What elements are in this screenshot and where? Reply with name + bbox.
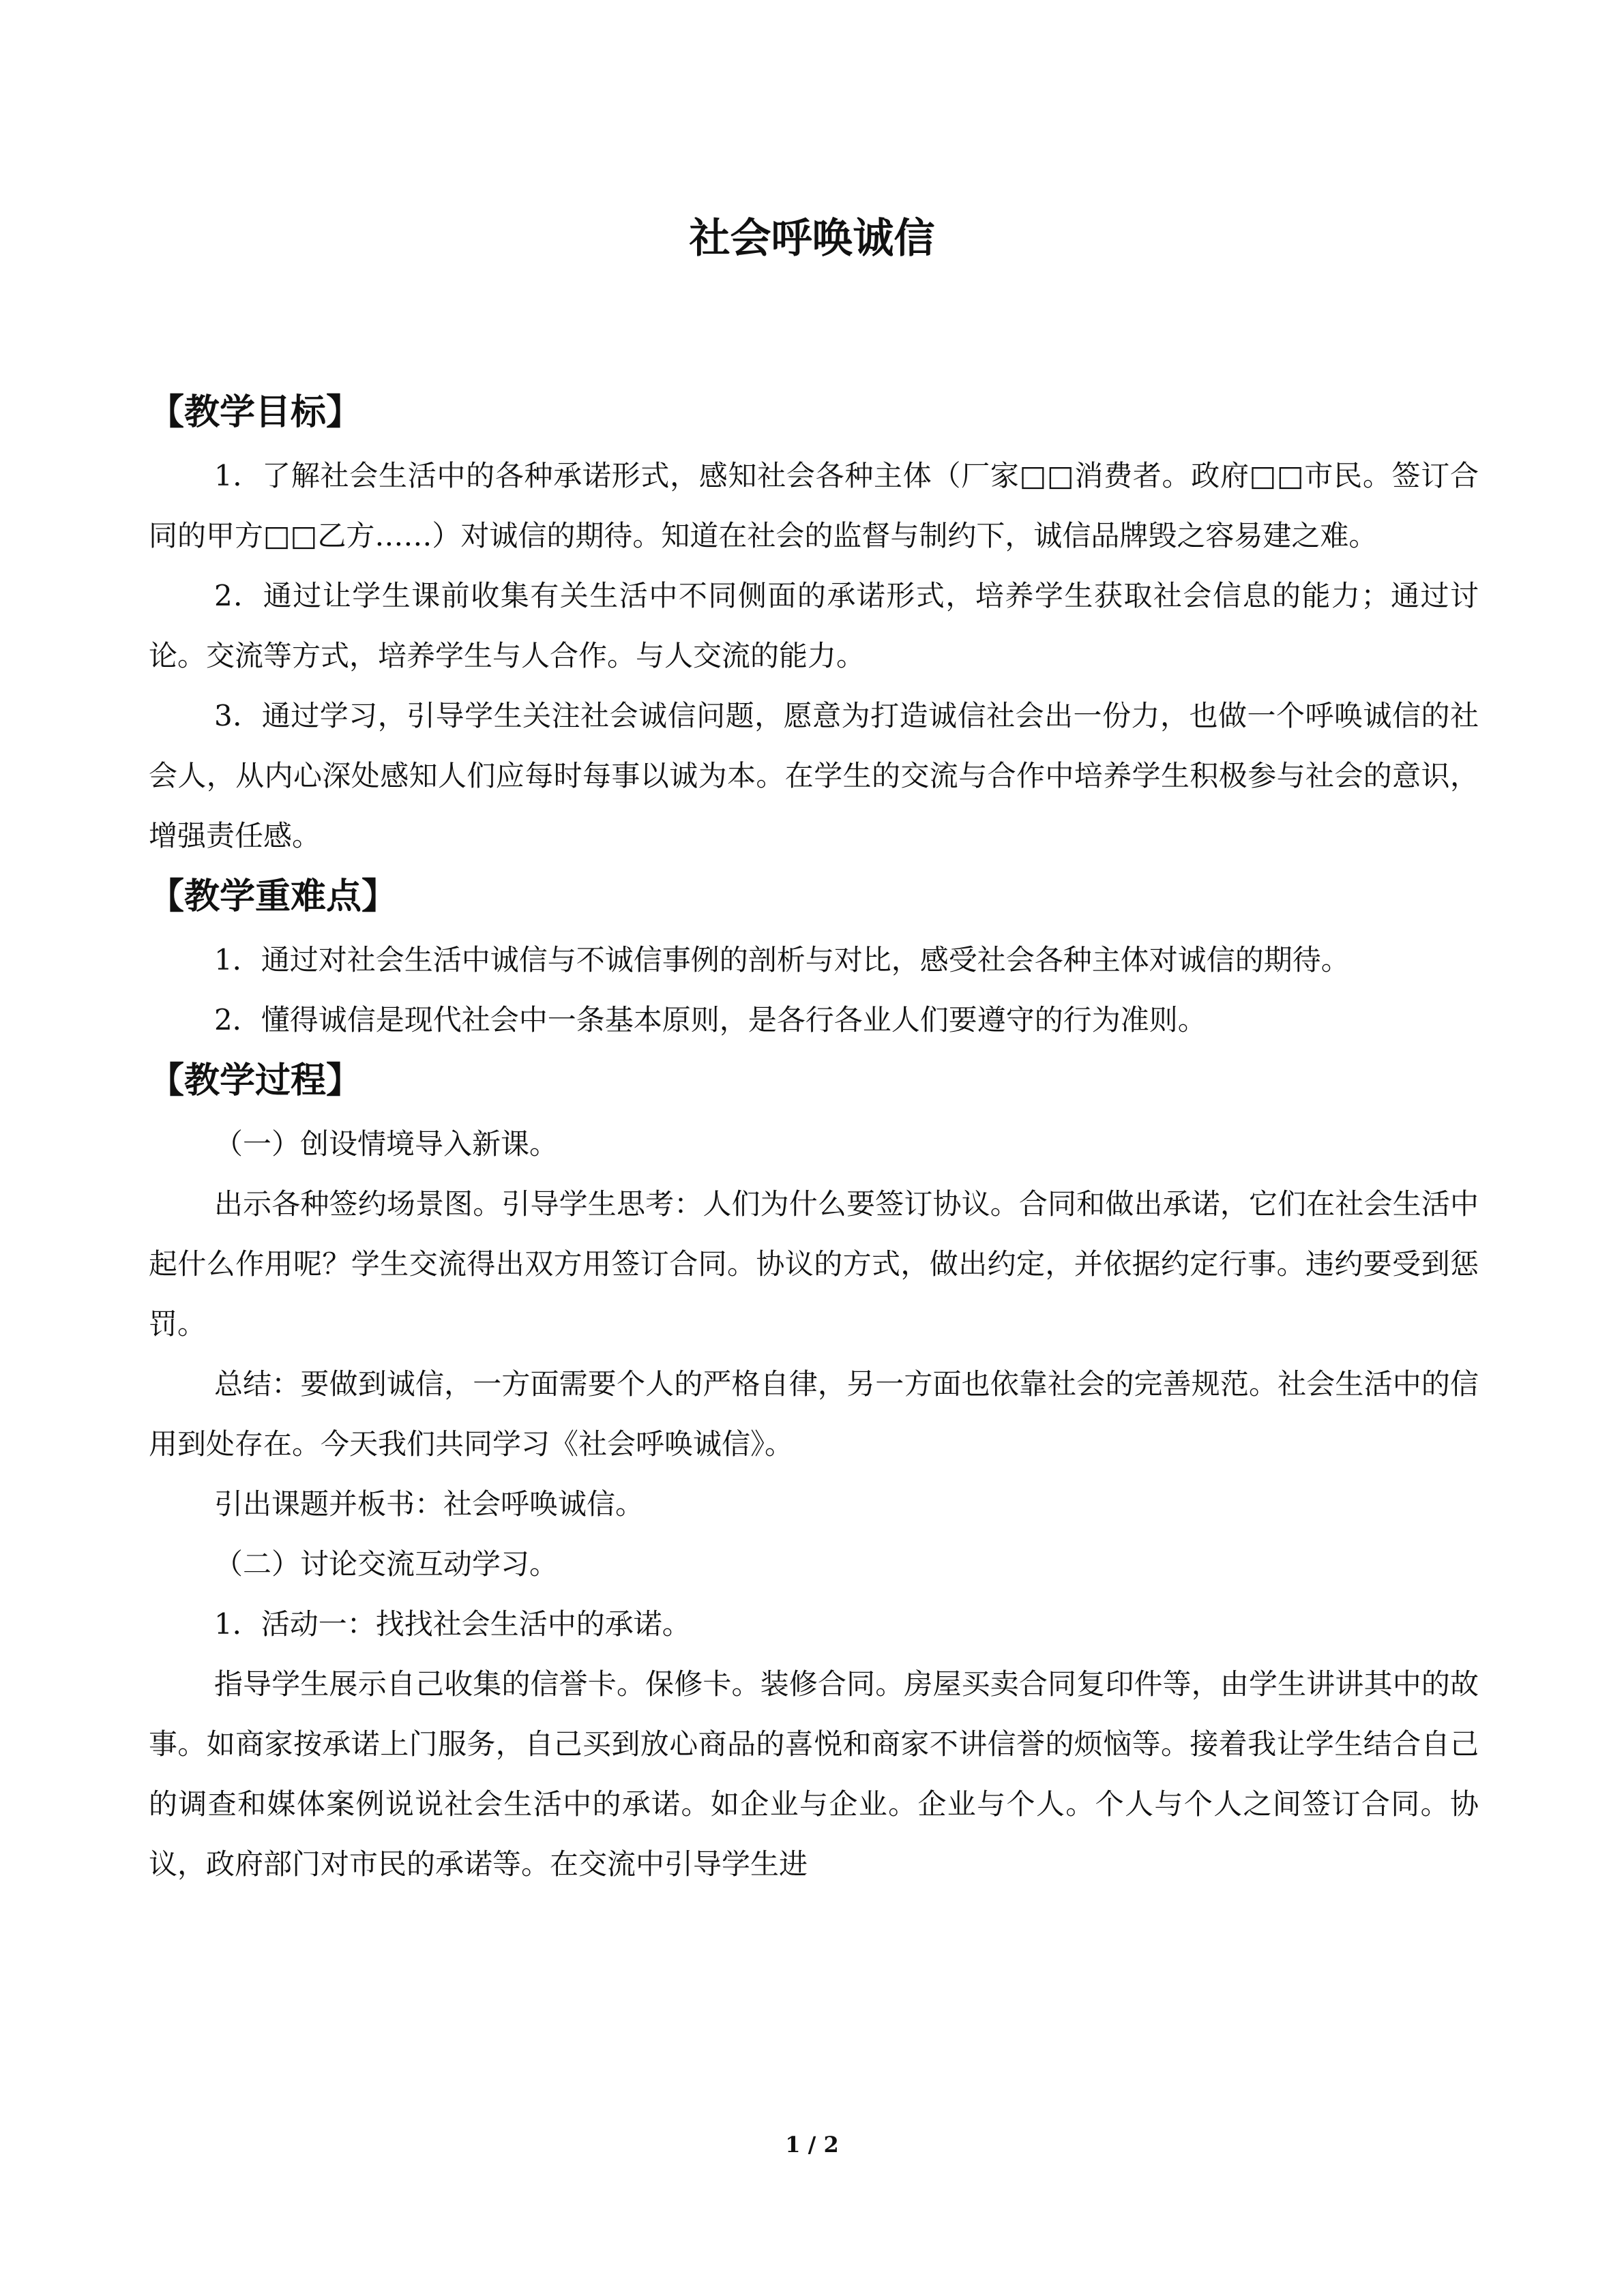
paragraph: 2．通过让学生课前收集有关生活中不同侧面的承诺形式，培养学生获取社会信息的能力；通过讨论。交流等方式，培养学生与人合作。与人交流的能力。 [149, 579, 1479, 672]
paragraph: （二）讨论交流互动学习。 [214, 1547, 559, 1581]
paragraph: 总结：要做到诚信，一方面需要个人的严格自律，另一方面也依靠社会的完善规范。社会生活中的信用到处存在。今天我们共同学习《社会呼唤诚信》。 [149, 1367, 1479, 1461]
section-key-difficult-points [149, 866, 1479, 1050]
section-teaching-objectives [149, 382, 1479, 866]
paragraph: 1．通过对社会生活中诚信与不诚信事例的剖析与对比，感受社会各种主体对诚信的期待。 [214, 943, 1350, 976]
paragraph: 1．了解社会生活中的各种承诺形式，感知社会各种主体（厂家□□消费者。政府□□市民。签订合同的甲方□□乙方……）对诚信的期待。知道在社会的监督与制约下，诚信品牌毁之容易建之难。 [149, 459, 1479, 552]
page-number: 1 / 2 [785, 2132, 839, 2158]
section-heading: 【教学过程】 [149, 1060, 362, 1101]
paragraph: （一）创设情境导入新课。 [214, 1127, 559, 1161]
section-heading: 【教学目标】 [149, 392, 362, 433]
page-title: 社会呼唤诚信 [689, 215, 935, 263]
paragraph: 指导学生展示自己收集的信誉卡。保修卡。装修合同。房屋买卖合同复印件等，由学生讲讲其中的故事。如商家按承诺上门服务，自己买到放心商品的喜悦和商家不讲信誉的烦恼等。接着我让学生结合自己的调查和媒体案例说说社会生活中的承诺。如企业与企业。企业与个人。个人与个人之间签订合同。协议，政府部门对市民的承诺等。在交流中引导学生进 [149, 1667, 1479, 1881]
paragraph: 2．懂得诚信是现代社会中一条基本原则，是各行各业人们要遵守的行为准则。 [214, 1003, 1207, 1037]
paragraph: 3．通过学习，引导学生关注社会诚信问题，愿意为打造诚信社会出一份力，也做一个呼唤诚信的社会人，从内心深处感知人们应每时每事以诚为本。在学生的交流与合作中培养学生积极参与社会的意识，增强责任感。 [149, 699, 1479, 852]
paragraph: 1．活动一：找找社会生活中的承诺。 [214, 1607, 691, 1641]
paragraph: 引出课题并板书：社会呼唤诚信。 [214, 1487, 645, 1521]
section-teaching-process [149, 1050, 1479, 1894]
section-heading: 【教学重难点】 [149, 876, 398, 917]
paragraph: 出示各种签约场景图。引导学生思考：人们为什么要签订协议。合同和做出承诺，它们在社会生活中起什么作用呢？学生交流得出双方用签订合同。协议的方式，做出约定，并依据约定行事。违约要受到惩罚。 [149, 1187, 1479, 1341]
document-body [149, 382, 1479, 1894]
